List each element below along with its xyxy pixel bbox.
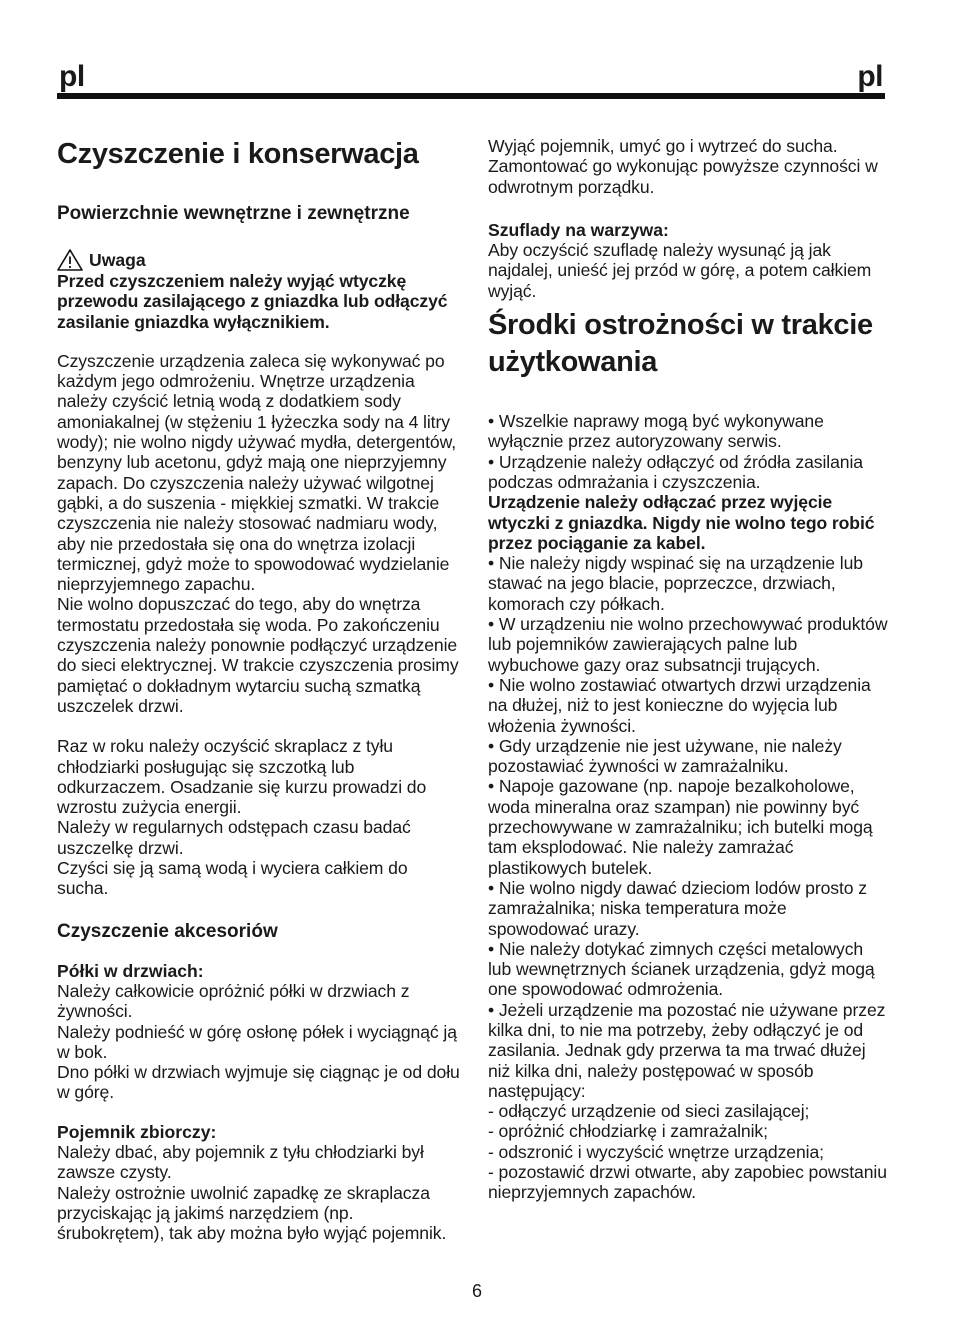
warning-triangle-icon bbox=[57, 249, 83, 271]
precaution-bullet-8: • Nie wolno nigdy dawać dzieciom lodów prosto z zamrażalnika; niska temperatura może spowodować urazy. bbox=[488, 877, 867, 939]
language-label-right: pl bbox=[857, 60, 883, 93]
section-heading-accessories: Czyszczenie akcesoriów bbox=[57, 920, 278, 942]
precaution-bullet-7: • Napoje gazowane (np. napoje bezalkoholowe, woda mineralna oraz szampan) nie powinny być przechowywane w zamrażalniku; ich butelki mogą tam eksplodować. Nie należy zamrażać plastikowych butelek. bbox=[488, 776, 873, 878]
right-column bbox=[488, 132, 888, 1203]
door-shelves-text-2: Należy podnieść w górę osłonę półek i wyciągnąć ją w bok. bbox=[57, 1021, 457, 1062]
storage-step-2: - opróżnić chłodziarkę i zamrażalnik; bbox=[488, 1121, 768, 1142]
vegetable-drawers-text: Aby oczyścić szufladę należy wysunąć ją jak najdalej, unieść jej przód w górę, a potem całkiem wyjąć. bbox=[488, 240, 872, 301]
subheading-container: Pojemnik zbiorczy: bbox=[57, 1121, 217, 1142]
warning-text: Przed czyszczeniem należy wyjąć wtyczkę przewodu zasilającego z gniazdka lub odłączyć zasilanie gniazdka wyłącznikiem. bbox=[57, 271, 448, 332]
cleaning-paragraph-3: Raz w roku należy oczyścić skraplacz z tyłu chłodziarki posługując się szczotką lub odkurzaczem. Osadzanie się kurzu prowadzi do wzrostu zużycia energii. bbox=[57, 736, 427, 818]
precaution-bullet-6: • Gdy urządzenie nie jest używane, nie należy pozostawiać żywności w zamrażalniku. bbox=[488, 735, 842, 777]
container-text-1: Należy dbać, aby pojemnik z tyłu chłodziarki był zawsze czysty. bbox=[57, 1141, 424, 1183]
storage-step-1: - odłączyć urządzenie od sieci zasilającej; bbox=[488, 1101, 810, 1122]
subheading-vegetable-drawers: Szuflady na warzywa: bbox=[488, 219, 669, 240]
container-text-2: Należy ostrożnie uwolnić zapadkę ze skraplacza przyciskając ją jakimś narzędziem (np. śrubokrętem), tak aby można było wyjąć pojemnik. bbox=[57, 1182, 447, 1244]
storage-step-3: - odszronić i wyczyścić wnętrze urządzenia; bbox=[488, 1141, 824, 1162]
precaution-bullet-1: • Wszelkie naprawy mogą być wykonywane wyłącznie przez autoryzowany serwis. bbox=[488, 411, 824, 452]
language-label-left: pl bbox=[59, 60, 85, 93]
cleaning-paragraph-1: Czyszczenie urządzenia zaleca się wykonywać po każdym jego odmrożeniu. Wnętrze urządzenia należy czyścić letnią wodą z dodatkiem sody amoniakalnej (w stężeniu 1 łyżeczka sody na 4 litry wody); nie wolno nigdy używać mydła, detergentów, benzyny lub acetonu, gdyż mają one nieprzyjemny zapach. Do czyszczenia należy używać wilgotnej gąbki, a do suszenia - miękkiej szmatki. W trakcie czyszczenia nie należy stosować nadmiaru wody, aby nie przedostała się ona do wnętrza izolacji termicznej, gdyż może to spowodować wydzielanie nieprzyjemnego zapachu. bbox=[57, 350, 456, 595]
section-title-precautions: Środki ostrożności w trakcie użytkowania bbox=[488, 309, 873, 379]
warning-label: Uwaga bbox=[89, 250, 146, 270]
container-text-3: Wyjąć pojemnik, umyć go i wytrzeć do sucha. Zamontować go wykonując powyższe czynności w odwrotnym porządku. bbox=[488, 136, 878, 197]
precaution-bullet-5: • Nie wolno zostawiać otwartych drzwi urządzenia na dłużej, niż to jest konieczne do wyjęcia lub włożenia żywności. bbox=[488, 674, 871, 736]
precaution-bold-note: Urządzenie należy odłączać przez wyjęcie wtyczki z gniazdka. Nigdy nie wolno tego robić przez pociąganie za kabel. bbox=[488, 492, 875, 553]
page-header bbox=[57, 60, 885, 102]
precaution-bullet-2: • Urządzenie należy odłączyć od źródła zasilania podczas odmrażania i czyszczenia. bbox=[488, 451, 863, 492]
storage-step-4: - pozostawić drzwi otwarte, aby zapobiec powstaniu nieprzyjemnych zapachów. bbox=[488, 1162, 887, 1203]
cleaning-paragraph-2: Nie wolno dopuszczać do tego, aby do wnętrza termostatu przedostała się woda. Po zakończeniu czyszczenia należy ponownie podłączyć urządzenie do sieci elektrycznej. W trakcie czyszczenia prosimy pamiętać o dokładnym wytarciu suchą szmatką uszczelek drzwi. bbox=[57, 594, 459, 716]
precaution-bullet-3: • Nie należy nigdy wspinać się na urządzenie lub stawać na jego blacie, poprzeczce, drzwiach, komorach czy półkach. bbox=[488, 553, 863, 614]
page-title: Czyszczenie i konserwacja bbox=[57, 138, 419, 170]
cleaning-paragraph-4: Należy w regularnych odstępach czasu badać uszczelkę drzwi. bbox=[57, 817, 411, 858]
door-shelves-text-1: Należy całkowicie opróżnić półki w drzwiach z żywności. bbox=[57, 980, 410, 1022]
warning-header bbox=[57, 249, 462, 271]
precaution-bullet-4: • W urządzeniu nie wolno przechowywać produktów lub pojemników zawierających palne lub wybuchowe gazy oraz subsatncji trujących. bbox=[488, 614, 888, 675]
page-number: 6 bbox=[471, 1281, 482, 1301]
subheading-door-shelves: Półki w drzwiach: bbox=[57, 960, 204, 981]
cleaning-paragraph-5: Czyści się ją samą wodą i wyciera całkiem do sucha. bbox=[57, 858, 408, 899]
section-heading-surfaces: Powierzchnie wewnętrzne i zewnętrzne bbox=[57, 203, 410, 224]
door-shelves-text-3: Dno półki w drzwiach wyjmuje się ciągnąc je od dołu w górę. bbox=[57, 1062, 460, 1103]
left-column bbox=[57, 132, 462, 1243]
precaution-bullet-10: • Jeżeli urządzenie ma pozostać nie używane przez kilka dni, to nie ma potrzeby, żeby odłączyć je od zasilania. Jednak gdy przerwa ta ma trwać dłużej niż kilka dni, należy postępować w sposób następujący: bbox=[488, 999, 886, 1101]
precaution-bullet-9: • Nie należy dotykać zimnych części metalowych lub wewnętrznych ścianek urządzenia, gdyż mogą one spowodować odmrożenia. bbox=[488, 938, 875, 1000]
header-rule bbox=[57, 93, 885, 99]
